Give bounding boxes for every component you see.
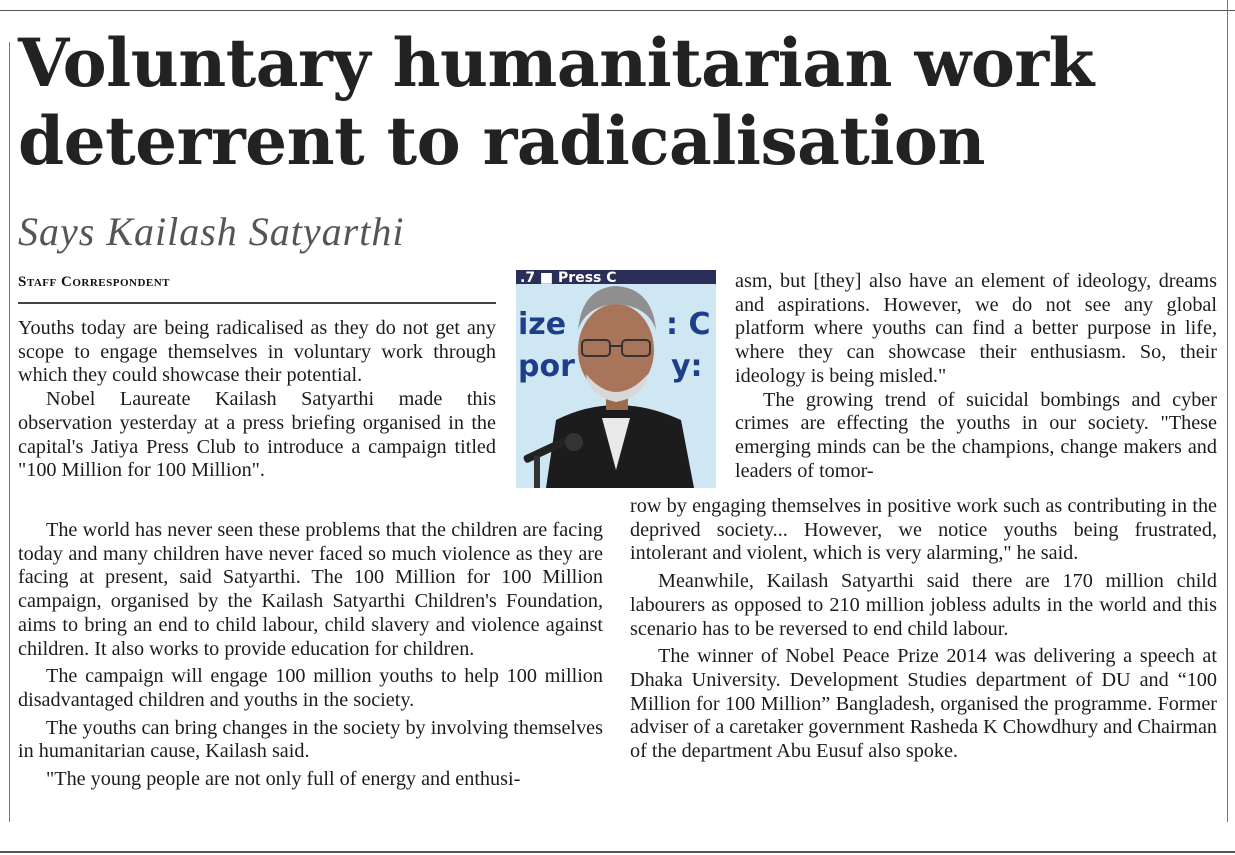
banner-text-2: ize xyxy=(518,307,567,342)
column-left-bottom xyxy=(18,519,603,792)
banner-text-1: .7 ■ Press C xyxy=(520,270,617,286)
paragraph-9: The winner of Nobel Peace Prize 2014 was delivering a speech at Dhaka University. Development Studies department of DU and “100 Million for 100 Million” Bangladesh, organised the programme. Former adviser of a caretaker government Rasheda K Chowdhury and Chairman of the department Abu Eusuf also spoke. xyxy=(630,645,1217,763)
paragraph-8: Meanwhile, Kailash Satyarthi said there are 170 million child labourers as opposed to 210 million jobless adults in the world and this scenario has to be reversed to end child labour. xyxy=(630,570,1217,640)
bottom-rule xyxy=(0,851,1235,853)
paragraph-1: Youths today are being radicalised as they do not get any scope to engage themselves in voluntary work through which they could showcase their potential. xyxy=(18,317,496,387)
byline: Staff Correspondent xyxy=(18,274,171,290)
headline: Voluntary humanitarian work deterrent to radicalisation xyxy=(18,24,1094,180)
paragraph-6-start: "The young people are not only full of energy and enthusi- xyxy=(46,768,521,791)
column-right-bottom xyxy=(630,495,1217,764)
paragraph-2: Nobel Laureate Kailash Satyarthi made this observation yesterday at a press briefing organised in the capital's Jatiya Press Club to introduce a campaign titled "100 Million for 100 Million". xyxy=(18,388,496,482)
banner-text-5: y: xyxy=(671,349,703,384)
paragraph-4: The campaign will engage 100 million youths to help 100 million disadvantaged children and youths in the society. xyxy=(18,665,603,711)
column-left-top xyxy=(18,317,496,483)
top-rule xyxy=(0,10,1235,11)
banner-text-4: por xyxy=(518,349,575,384)
paragraph-7-start: The growing trend of suicidal bombings and cyber crimes are effecting the youths in our society. "These emerging minds can be the champions, change makers and leaders of tomor- xyxy=(735,388,1217,482)
banner-text-3: : C xyxy=(666,307,711,342)
subheadline: Says Kailash Satyarthi xyxy=(18,209,405,254)
left-column-rule xyxy=(9,42,10,822)
paragraph-6-continued: asm, but [they] also have an element of ideology, dreams and aspirations. However, we do not see any global platform where youths can find a better purpose in life, where they can showcase their enthusiasm. So, their ideology is being misled." xyxy=(735,270,1217,387)
paragraph-7-continued: row by engaging themselves in positive work such as contributing in the deprived society... However, we notice youths being frustrated, intolerant and violent, which is very alarming," he said. xyxy=(630,495,1217,565)
byline-rule xyxy=(18,302,496,304)
column-right-top xyxy=(735,270,1217,483)
paragraph-3: The world has never seen these problems that the children are facing today and many children have never faced so much violence as they are facing at present, said Satyarthi. The 100 Million for 100 Million campaign, organised by the Kailash Satyarthi Children's Foundation, aims to bring an end to child labour, child slavery and violence against children. It also works to provide education for children. xyxy=(18,519,603,660)
speaker-photo xyxy=(516,270,716,488)
speaker-photo-icon xyxy=(516,270,716,488)
paragraph-5: The youths can bring changes in the society by involving themselves in humanitarian cause, Kailash said. xyxy=(18,716,603,763)
